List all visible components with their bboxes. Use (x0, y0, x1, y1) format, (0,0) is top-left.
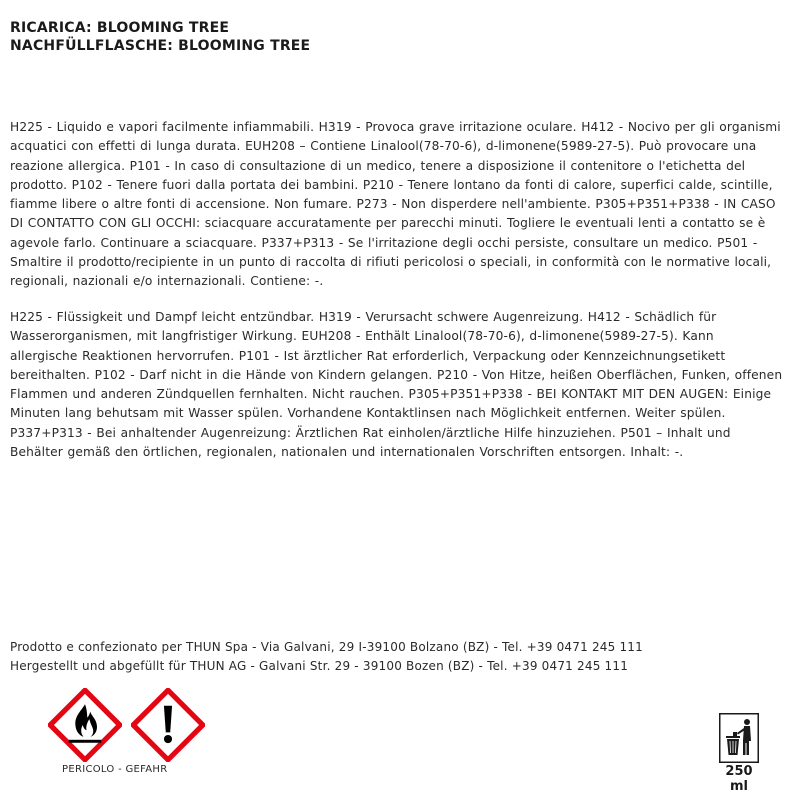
waste-bin-icon (719, 713, 759, 763)
producer-german: Hergestellt und abgefüllt für THUN AG - Galvani Str. 29 - 39100 Bozen (BZ) - Tel. +39 0471 245 111 (10, 659, 629, 673)
product-title (10, 19, 770, 55)
signal-word: PERICOLO - GEFAHR (62, 764, 168, 775)
producer-italian: Prodotto e confezionato per THUN Spa - Via Galvani, 29 I-39100 Bolzano (BZ) - Tel. +39 0471 245 111 (10, 640, 643, 654)
hazard-text-german: H225 - Flüssigkeit und Dampf leicht entzündbar. H319 - Verursacht schwere Augenreizung. H412 - Schädlich für Wasserorganismen, mit langfristiger Wirkung. EUH208 - Enthält Linalool(78-70-6), d-limonene(5989-27-5). Kann allergische Reaktionen hervorrufen. P101 - Ist ärztlicher Rat erforderlich, Verpackung oder Kennzeichnungsetikett bereithalten. P102 - Darf nicht in die Hände von Kindern gelangen. P210 - Von Hitze, heißen Oberflächen, Funken, offenen Flammen und anderen Zündquellen fernhalten. Nicht rauchen. P305+P351+P338 - BEI KONTAKT MIT DEN AUGEN: Einige Minuten lang behutsam mit Wasser spülen. Vorhandene Kontaktlinsen nach Möglichkeit entfernen. Weiter spülen. P337+P313 - Bei anhaltender Augenreizung: Ärztlichen Rat einholen/ärztliche Hilfe hinzuziehen. P501 – Inhalt und Behälter gemäß den örtlichen, regionalen, nationalen und internationalen Vorschriften entsorgen. Inhalt: -. (10, 310, 783, 460)
flame-icon (48, 688, 122, 762)
hazard-text-italian: H225 - Liquido e vapori facilmente infiammabili. H319 - Provoca grave irritazione oculare. H412 - Nocivo per gli organismi acquatici con effetti di lunga durata. EUH208 – Contiene Linalool(78-70-6), d-limonene(5989-27-5). Può provocare una reazione allergica. P101 - In caso di consultazione di un medico, tenere a disposizione il contenitore o l'etichetta del prodotto. P102 - Tenere fuori dalla portata dei bambini. P210 - Tenere lontano da fonti di calore, superfici calde, scintille, fiamme libere o altre fonti di accensione. Non fumare. P273 - Non disperdere nell'ambiente. P305+P351+P338 - IN CASO DI CONTATTO CON GLI OCCHI: sciacquare accuratamente per parecchi minuti. Togliere le eventuali lenti a contatto se è agevole farlo. Continuare a sciacquare. P337+P313 - Se l'irritazione degli occhi persiste, consultare un medico. P501 - Smaltire il prodotto/recipiente in un punto di raccolta di rifiuti pericolosi o speciali, in conformità con le normative locali, regionali, nazionali e/o internazionali. Contiene: -. (10, 120, 781, 289)
producer-info (10, 638, 790, 676)
exclamation-mark-icon (131, 688, 205, 762)
volume-value: 250 (725, 764, 753, 779)
title-german: NACHFÜLLFLASCHE: BLOOMING TREE (10, 38, 311, 54)
title-italian: RICARICA: BLOOMING TREE (10, 20, 230, 36)
volume-unit: ml (729, 779, 748, 794)
volume-label (716, 764, 762, 794)
